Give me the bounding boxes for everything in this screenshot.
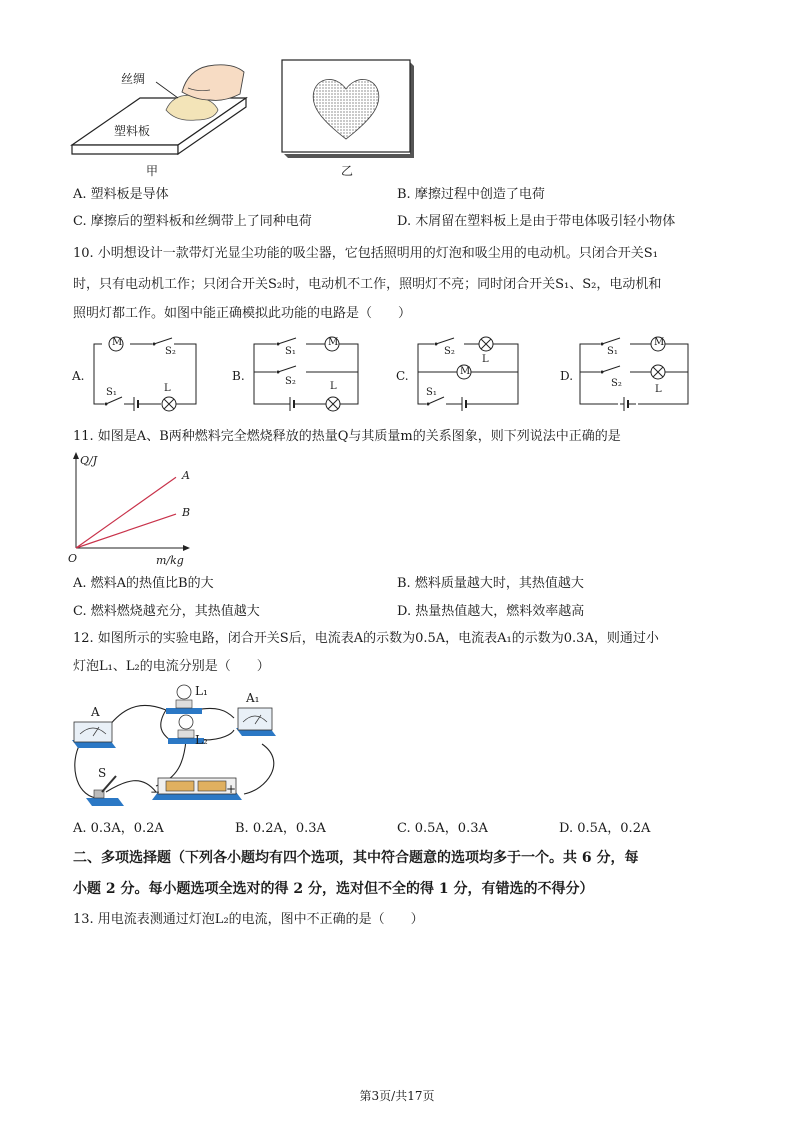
q11-chart [60,450,210,570]
q9-option-a: A. 塑料板是导体 [73,187,169,202]
caption-jia: 甲 [146,164,159,178]
q10-stem-line2: 时，只有电动机工作；只闭合开关S₂时，电动机不工作，照明灯不亮；同时闭合开关S₁、S₂，电动机和 [73,277,662,292]
series-label-b: B [182,506,191,520]
figure-yi [280,57,415,160]
circuit-d-s2: S₂ [611,378,622,389]
series-label-a: A [182,469,190,483]
circuit-b-m: M [328,337,339,348]
ammeter-a [72,722,116,748]
circuit-d-s1: S₁ [607,346,618,357]
q11-option-d: D. 热量热值越大，燃料效率越高 [397,604,585,619]
circuit-a-l: L [164,383,171,394]
circuit-c-m: M [460,366,471,377]
y-axis-label: Q/J [80,454,98,467]
x-axis-label: m/kg [156,554,184,567]
section2-heading-line1: 二、多项选择题（下列各小题均有四个选项，其中符合题意的选项均多于一个。共 6 分，每 [73,850,639,866]
circuit-d-m: M [654,337,665,348]
q11-option-c: C. 燃料燃烧越充分，其热值越大 [73,604,260,619]
circuit-b-s1: S₁ [285,346,296,357]
circuit-b-label: B. [232,369,245,383]
circuit-d-l: L [655,384,662,395]
ammeter-a1-label: A₁ [246,691,260,705]
circuit-b-l: L [330,381,337,392]
q11-option-a: A. 燃料A的热值比B的大 [73,576,214,591]
circuit-c-s1: S₁ [426,387,437,398]
q12-stem-line1: 12. 如图所示的实验电路，闭合开关S后，电流表A的示数为0.5A，电流表A₁的示数为0.3A，则通过小 [73,631,659,646]
circuit-a-label: A. [72,369,85,383]
y-axis-arrow [73,452,79,459]
circuit-a [72,332,202,414]
origin-label: O [68,552,78,565]
q13-stem: 13. 用电流表测通过灯泡L₂的电流，图中不正确的是（ ） [73,912,424,927]
battery-minus-label: − [150,785,161,799]
q9-option-d: D. 木屑留在塑料板上是由于带电体吸引轻小物体 [397,214,676,229]
switch-s [86,776,124,806]
q9-option-b: B. 摩擦过程中创造了电荷 [397,187,545,202]
q12-option-a: A. 0.3A，0.2A [73,821,164,836]
bulb-l2-label: L₂ [195,733,208,747]
q11-option-b: B. 燃料质量越大时，其热值越大 [397,576,584,591]
silk-label: 丝绸 [121,72,146,86]
circuit-d-label: D. [560,369,574,383]
page-number: 第3页/共17页 [359,1089,435,1103]
circuit-c-s2: S₂ [444,346,455,357]
q9-option-c: C. 摩擦后的塑料板和丝绸带上了同种电荷 [73,214,312,229]
q12-option-c: C. 0.5A，0.3A [397,821,488,836]
circuit-c-l: L [482,354,489,365]
circuit-c-label: C. [396,369,409,383]
section2-heading-line2: 小题 2 分。每小题选项全选对的得 2 分，选对但不全的得 1 分，有错选的不得分） [73,881,594,897]
bulb-l1-label: L₁ [195,684,208,698]
circuit-d [560,332,694,414]
circuit-a-s1: S₁ [106,387,117,398]
circuit-b-s2: S₂ [285,376,296,387]
q12-stem-line2: 灯泡L₁、L₂的电流分别是（ ） [73,659,270,674]
q12-option-b: B. 0.2A，0.3A [235,821,326,836]
board-label: 塑料板 [114,124,151,138]
circuit-a-s2: S₂ [165,346,176,357]
x-axis-arrow [183,545,190,551]
series-line-b [76,514,176,548]
circuit-a-m: M [112,337,123,348]
q12-option-d: D. 0.5A，0.2A [559,821,651,836]
ammeter-a1 [236,708,276,736]
ammeter-a-label: A [91,705,100,719]
series-line-a [76,477,176,548]
q11-stem: 11. 如图是A、B两种燃料完全燃烧释放的热量Q与其质量m的关系图象，则下列说法中正确的是 [73,429,621,444]
switch-s-label: S [98,766,107,780]
battery-plus-label: + [226,782,237,796]
figure-jia [70,58,260,183]
q10-stem-line1: 10. 小明想设计一款带灯光显尘功能的吸尘器，它包括照明用的灯泡和吸尘用的电动机。只闭合开关S₁ [73,246,658,261]
caption-yi: 乙 [341,164,354,178]
q10-stem-line3: 照明灯都工作。如图中能正确模拟此功能的电路是（ ） [73,306,412,321]
circuit-b [232,332,362,414]
q11-chart-svg [60,450,210,570]
q12-circuit-figure [66,682,296,812]
